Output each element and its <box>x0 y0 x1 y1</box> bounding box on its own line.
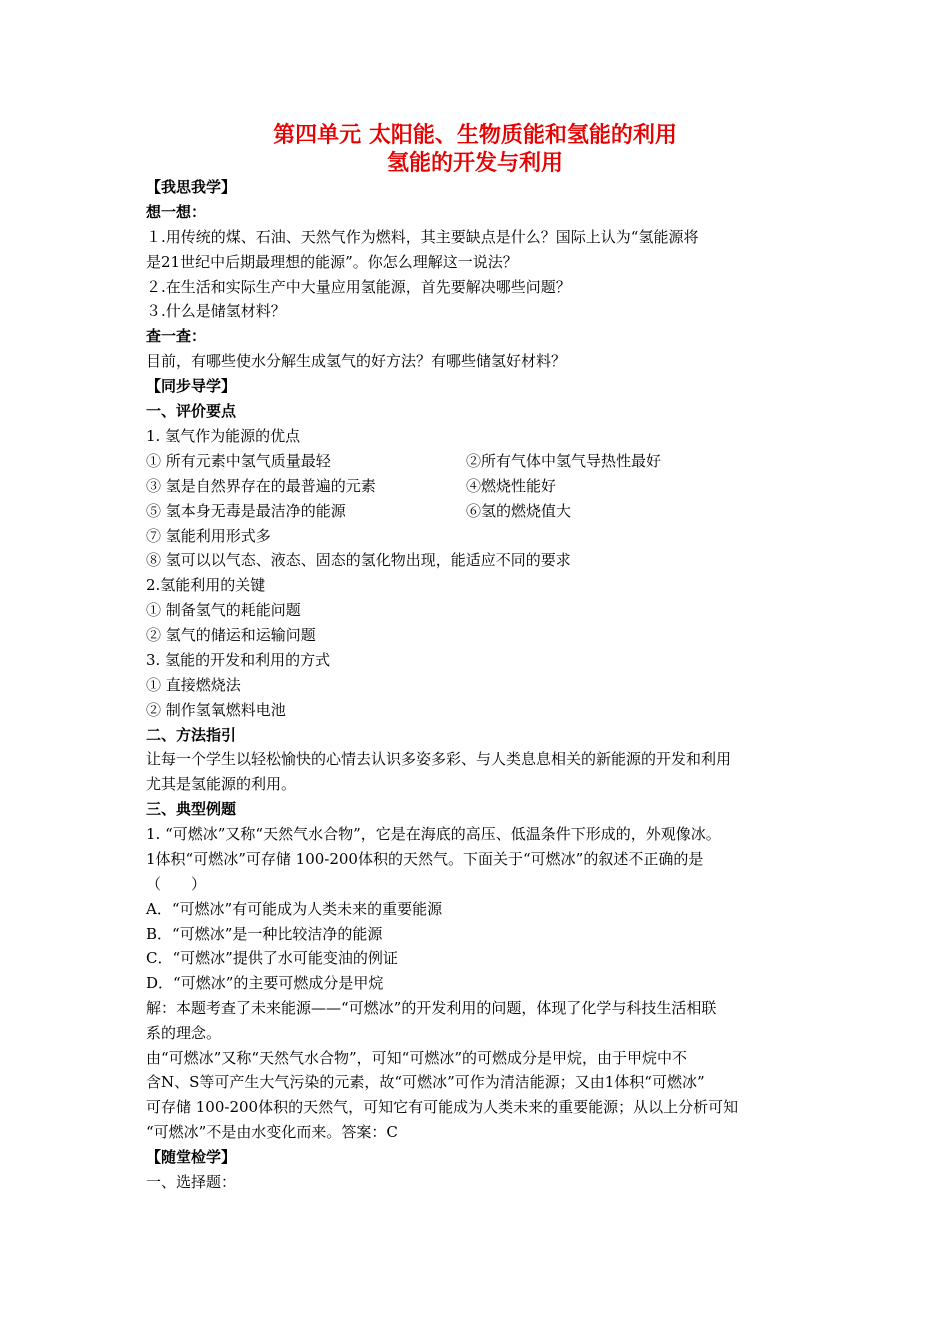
way-1: ① 直接燃烧法 <box>146 676 241 694</box>
example-line-1: 1. “可燃冰”又称“天然气水合物”，它是在海底的高压、低温条件下形成的，外观像冰。 <box>146 825 721 843</box>
advantage-2: ②所有气体中氢气导热性最好 <box>466 452 662 470</box>
question-1b: 是21世纪中后期最理想的能源”。你怎么理解这一说法？ <box>146 253 518 271</box>
heading-fangfa: 二、方法指引 <box>146 726 237 744</box>
doc-title-line2: 氢能的开发与利用 <box>386 151 563 176</box>
section-heading-tongbu: 【同步导学】 <box>146 377 237 395</box>
section-heading-wosi: 【我思我学】 <box>146 178 237 196</box>
solution-line-1: 解：本题考查了未来能源——“可燃冰”的开发利用的问题，体现了化学与科技生活相联 <box>146 999 717 1017</box>
advantage-8: ⑧ 氢可以以气态、液态、固态的氢化物出现，能适应不同的要求 <box>146 551 571 569</box>
cha-text: 目前，有哪些使水分解生成氢气的好方法？有哪些储氢好材料？ <box>146 352 567 370</box>
label-xiang: 想一想： <box>146 203 207 221</box>
question-1a: １.用传统的煤、石油、天然气作为燃料，其主要缺点是什么？国际上认为“氢能源将 <box>146 228 699 246</box>
advantage-5: ⑤ 氢本身无毒是最洁净的能源 <box>146 502 346 520</box>
question-2: ２.在生活和实际生产中大量应用氢能源，首先要解决哪些问题？ <box>146 278 571 296</box>
key-1: ① 制备氢气的耗能问题 <box>146 601 301 619</box>
solution-line-6: “可燃冰”不是由水变化而来。答案：C <box>146 1123 398 1141</box>
advantage-6: ⑥氢的燃烧值大 <box>466 502 572 520</box>
option-d: D．“可燃冰”的主要可燃成分是甲烷 <box>146 974 384 992</box>
advantage-1: ① 所有元素中氢气质量最轻 <box>146 452 331 470</box>
heading-dianxing: 三、典型例题 <box>146 800 237 818</box>
section-heading-suitang: 【随堂检学】 <box>146 1148 237 1166</box>
solution-line-2: 系的理念。 <box>146 1024 222 1042</box>
key-2: ② 氢气的储运和运输问题 <box>146 626 316 644</box>
solution-line-5: 可存储 100-200体积的天然气，可知它有可能成为人类未来的重要能源；从以上分析可知 <box>146 1098 739 1116</box>
way-2: ② 制作氢氧燃料电池 <box>146 701 286 719</box>
advantage-3: ③ 氢是自然界存在的最普遍的元素 <box>146 477 376 495</box>
question-3: ３.什么是储氢材料？ <box>146 302 286 320</box>
doc-title-line1: 第四单元 太阳能、生物质能和氢能的利用 <box>273 123 677 148</box>
solution-line-4: 含N、S等可产生大气污染的元素，故“可燃冰”可作为清洁能源；又由1体积“可燃冰” <box>146 1073 705 1091</box>
example-line-3: （ ） <box>146 875 207 893</box>
heading-pingjia: 一、评价要点 <box>146 402 237 420</box>
heading-xuanze: 一、选择题： <box>146 1173 237 1191</box>
point-1-title: 1. 氢气作为能源的优点 <box>146 427 301 445</box>
solution-line-3: 由“可燃冰”又称“天然气水合物”，可知“可燃冰”的可燃成分是甲烷，由于甲烷中不 <box>146 1049 688 1067</box>
fangfa-line-1: 让每一个学生以轻松愉快的心情去认识多姿多彩、与人类息息相关的新能源的开发和利用 <box>146 750 732 768</box>
label-cha: 查一查： <box>146 327 207 345</box>
option-b: B．“可燃冰”是一种比较洁净的能源 <box>146 925 383 943</box>
point-2-title: 2.氢能利用的关键 <box>146 576 266 594</box>
example-line-2: 1体积“可燃冰”可存储 100-200体积的天然气。下面关于“可燃冰”的叙述不正确的是 <box>146 850 704 868</box>
option-c: C．“可燃冰”提供了水可能变油的例证 <box>146 949 398 967</box>
fangfa-line-2: 尤其是氢能源的利用。 <box>146 775 297 793</box>
advantage-7: ⑦ 氢能利用形式多 <box>146 527 271 545</box>
advantage-4: ④燃烧性能好 <box>466 477 557 495</box>
option-a: A．“可燃冰”有可能成为人类未来的重要能源 <box>146 900 443 918</box>
point-3-title: 3. 氢能的开发和利用的方式 <box>146 651 331 669</box>
